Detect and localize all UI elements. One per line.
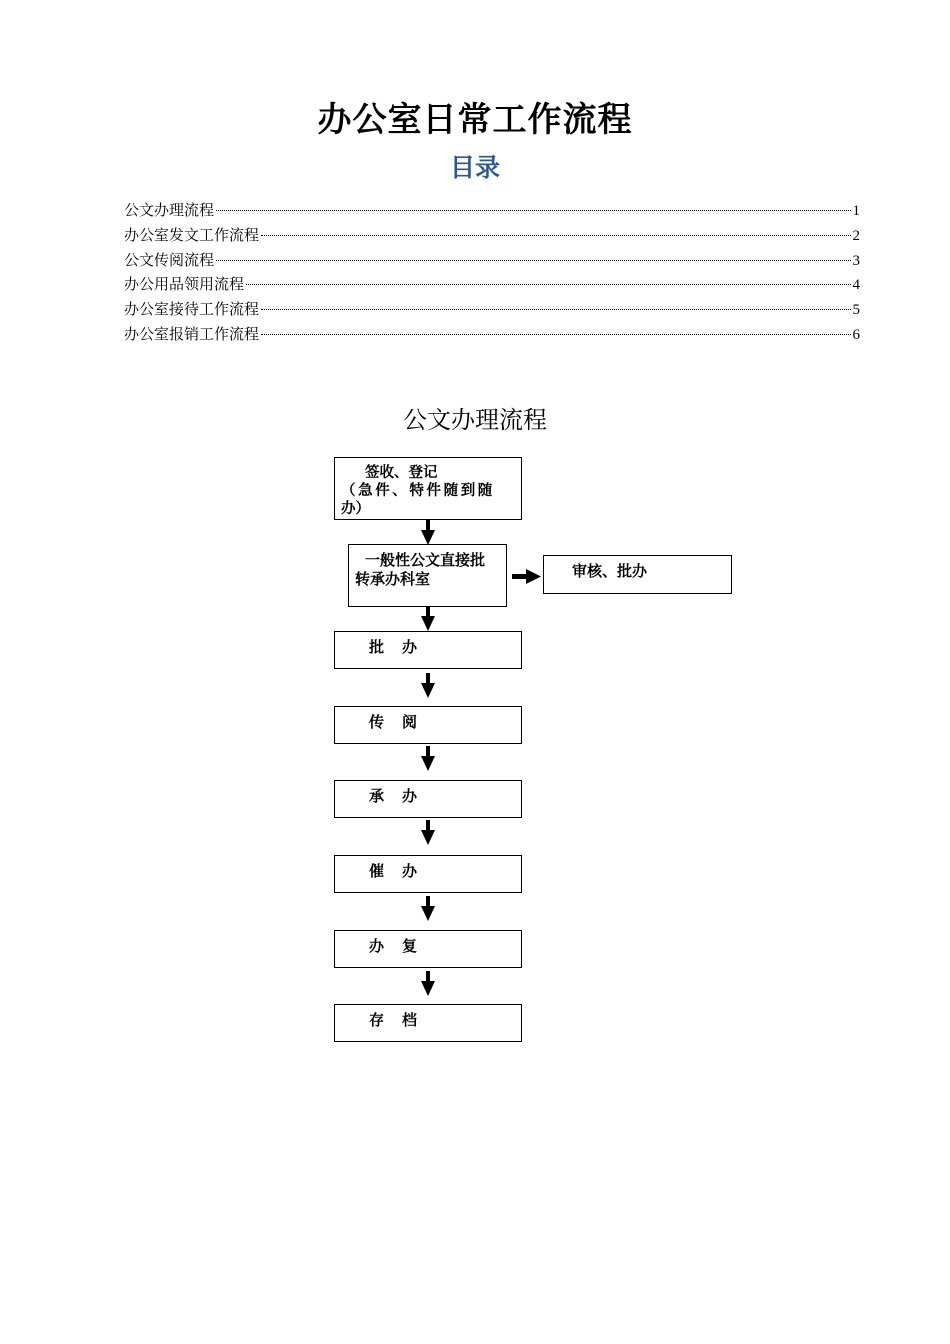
toc-entry[interactable] [124, 272, 860, 297]
arrow-down [421, 820, 435, 845]
toc-dot-leader [261, 235, 850, 236]
arrow-down [421, 673, 435, 698]
toc-entry-label: 办公室发文工作流程 [124, 225, 260, 244]
flow-step-label: 催办 [369, 862, 436, 880]
flowchart-title: 公文办理流程 [403, 406, 547, 434]
arrow-down [421, 520, 435, 545]
toc-entry-label: 公文传阅流程 [124, 250, 215, 269]
document-title: 办公室日常工作流程 [317, 100, 633, 140]
flow-step-approve [334, 631, 522, 669]
flow-step-circulate [334, 706, 522, 744]
toc-entry-label: 办公室接待工作流程 [124, 300, 260, 319]
toc-entry-page: 5 [852, 302, 860, 319]
flow-step-line: 转承办科室 [355, 570, 431, 588]
arrow-down [421, 607, 435, 631]
arrow-down [421, 896, 435, 921]
flow-step-review-approve [543, 555, 732, 594]
flow-step-sign-register [334, 457, 522, 520]
flow-step-label: 传阅 [369, 713, 436, 731]
flow-step-label: 办复 [369, 937, 436, 955]
toc-dot-leader [261, 334, 850, 335]
toc-entry-page: 2 [852, 227, 860, 244]
toc-dot-leader [246, 284, 850, 285]
flow-step-label: 承办 [369, 787, 436, 805]
arrow-down [421, 971, 435, 996]
toc-entry[interactable] [124, 223, 860, 248]
flow-step-urge [334, 855, 522, 893]
toc-entry-page: 1 [852, 203, 860, 219]
toc-entry[interactable] [124, 248, 860, 273]
flow-step-label: 审核、批办 [572, 562, 648, 580]
toc-dot-leader [261, 309, 850, 310]
toc-entry[interactable] [124, 297, 860, 322]
flow-step-label: 存档 [369, 1011, 436, 1029]
flow-step-line: 一般性公文直接批 [365, 551, 486, 569]
flow-step-direct-transfer [348, 544, 507, 607]
toc-entry-label: 办公用品领用流程 [124, 275, 245, 294]
flow-step-label: 批办 [369, 638, 436, 656]
flow-step-line: 签收、登记 [365, 465, 438, 481]
toc-entry-page: 3 [852, 252, 860, 269]
toc-heading: 目录 [449, 153, 500, 182]
toc-entry-page: 4 [852, 277, 860, 294]
toc-entry[interactable] [124, 198, 860, 223]
flow-step-line: （急件、特件随到随 [341, 483, 495, 499]
table-of-contents [124, 198, 860, 347]
arrow-down [421, 746, 435, 771]
toc-entry-label: 办公室报销工作流程 [124, 324, 260, 343]
arrow-right [512, 569, 541, 584]
toc-dot-leader [216, 260, 850, 261]
flow-step-undertake [334, 780, 522, 818]
toc-entry[interactable] [124, 322, 860, 347]
toc-dot-leader [216, 210, 850, 211]
flow-step-reply [334, 930, 522, 968]
toc-entry-label: 公文办理流程 [124, 201, 215, 219]
toc-entry-page: 6 [852, 326, 860, 343]
flow-step-archive [334, 1004, 522, 1042]
flow-step-line: 办） [341, 501, 370, 517]
